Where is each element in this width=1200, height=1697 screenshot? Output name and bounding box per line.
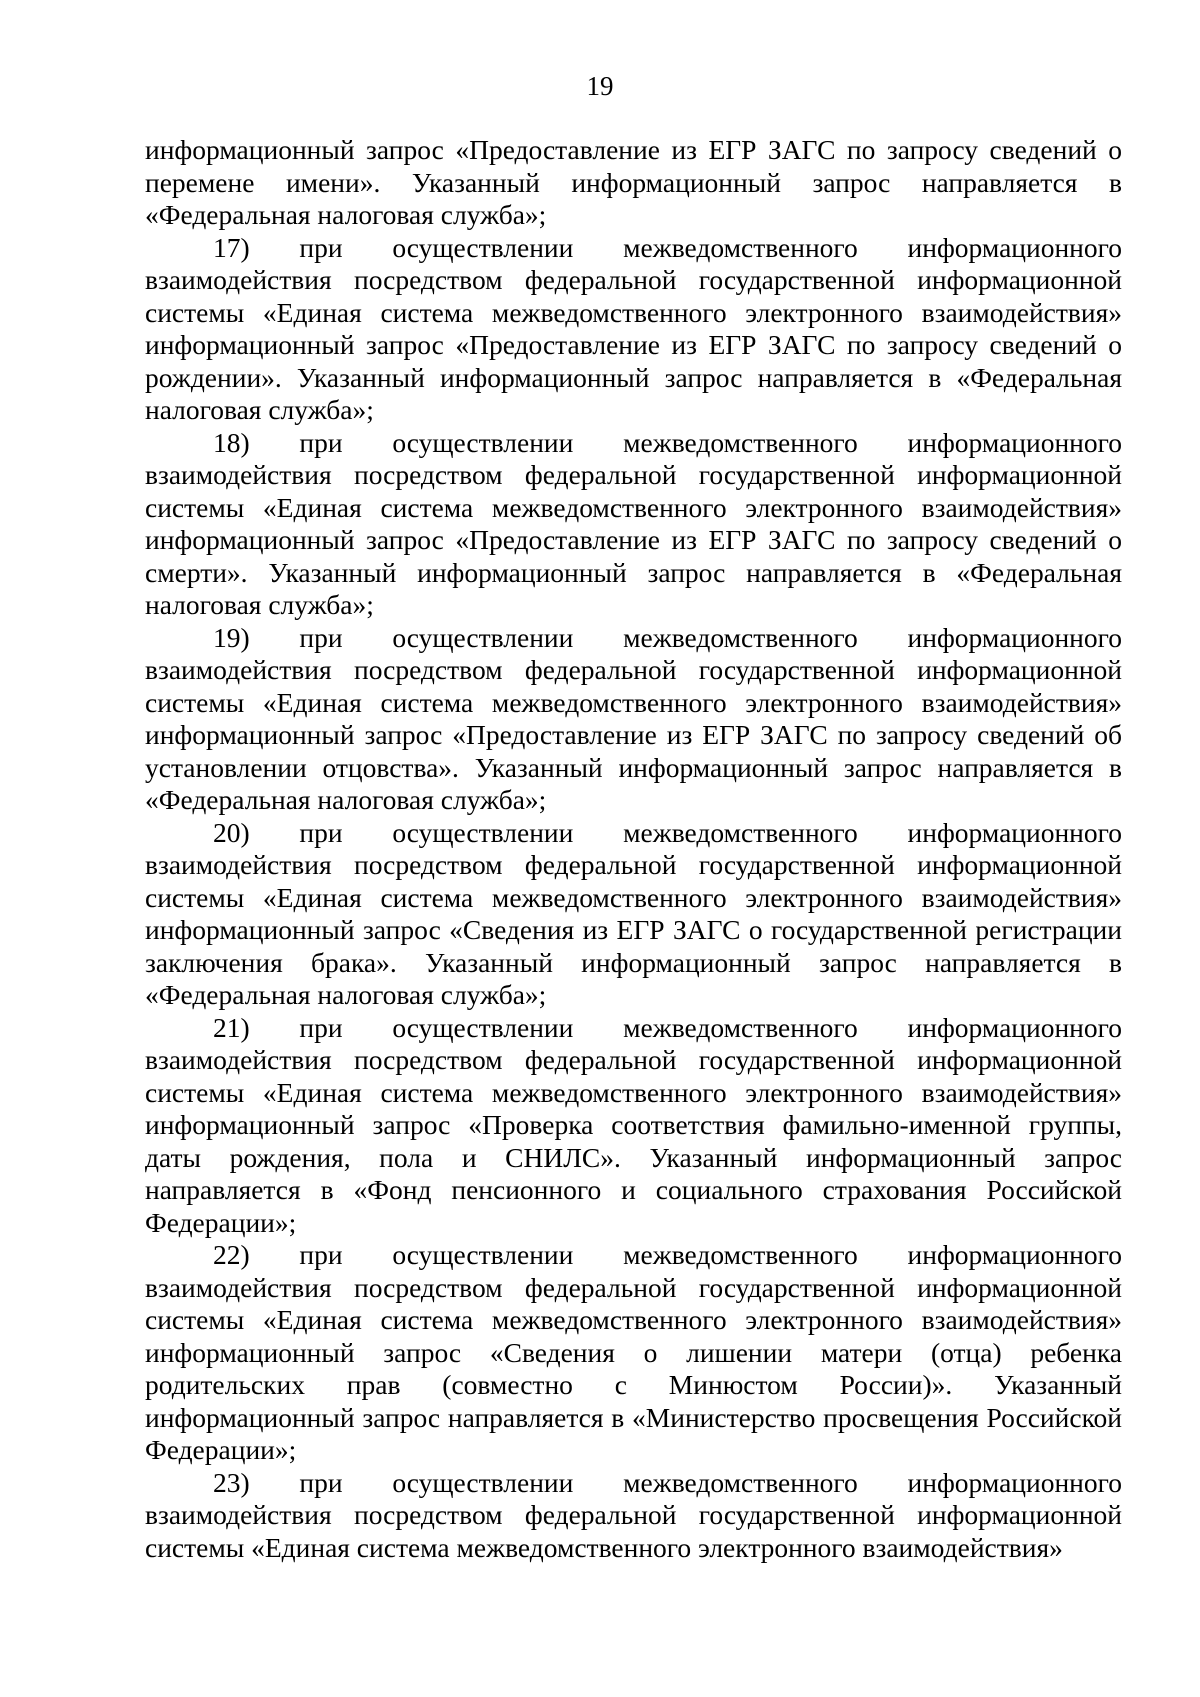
paragraph-text: при осуществлении межведомственного информационного взаимодействия посредством федеральной государственной информационной системы «Единая система межведомственного электронного взаимодействия» информационный запрос «Сведения о лишении матери (отца) ребенка родительских прав (совместно с Минюстом России)». Указанный информационный запрос направляется в «Министерство просвещения Российской Федерации»; [145, 1239, 1122, 1465]
list-item-number: 17) [213, 231, 250, 263]
list-item-18 [145, 427, 1122, 622]
list-item-19 [145, 622, 1122, 817]
paragraph-continuation [145, 134, 1122, 232]
list-item-number: 20) [213, 816, 250, 848]
list-item-number: 19) [213, 621, 250, 653]
list-item-number: 22) [213, 1239, 250, 1270]
list-item-number: 23) [213, 1466, 250, 1498]
paragraph-text: при осуществлении межведомственного информационного взаимодействия посредством федеральной государственной информационной системы «Единая система межведомственного электронного взаимодействия» информационный запрос «Сведения из ЕГР ЗАГС о государственной регистрации заключения брака». Указанный информационный запрос направляется в «Федеральная налоговая служба»; [145, 816, 1122, 1010]
list-item-number: 21) [213, 1011, 250, 1043]
list-item-22 [145, 1239, 1122, 1467]
paragraph-text: при осуществлении межведомственного информационного взаимодействия посредством федеральной государственной информационной системы «Единая система межведомственного электронного взаимодействия» [145, 1466, 1122, 1563]
list-item-23 [145, 1467, 1122, 1565]
page-number: 19 [586, 71, 614, 101]
document-body [145, 134, 1122, 1564]
list-item-20 [145, 817, 1122, 1012]
paragraph-text: при осуществлении межведомственного информационного взаимодействия посредством федеральной государственной информационной системы «Единая система межведомственного электронного взаимодействия» информационный запрос «Предоставление из ЕГР ЗАГС по запросу сведений о рождении». Указанный информационный запрос направляется в «Федеральная налоговая служба»; [145, 231, 1122, 425]
list-item-number: 18) [213, 426, 250, 458]
paragraph-text: информационный запрос «Предоставление из ЕГР ЗАГС по запросу сведений о перемене имени». Указанный информационный запрос направляется в «Федеральная налоговая служба»; [145, 134, 1122, 230]
paragraph-text: при осуществлении межведомственного информационного взаимодействия посредством федеральной государственной информационной системы «Единая система межведомственного электронного взаимодействия» информационный запрос «Проверка соответствия фамильно-именной группы, даты рождения, пола и СНИЛС». Указанный информационный запрос направляется в «Фонд пенсионного и социального страхования Российской Федерации»; [145, 1011, 1122, 1238]
list-item-17 [145, 232, 1122, 427]
paragraph-text: при осуществлении межведомственного информационного взаимодействия посредством федеральной государственной информационной системы «Единая система межведомственного электронного взаимодействия» информационный запрос «Предоставление из ЕГР ЗАГС по запросу сведений об установлении отцовства». Указанный информационный запрос направляется в «Федеральная налоговая служба»; [145, 621, 1122, 815]
list-item-21 [145, 1012, 1122, 1240]
paragraph-text: при осуществлении межведомственного информационного взаимодействия посредством федеральной государственной информационной системы «Единая система межведомственного электронного взаимодействия» информационный запрос «Предоставление из ЕГР ЗАГС по запросу сведений о смерти». Указанный информационный запрос направляется в «Федеральная налоговая служба»; [145, 426, 1122, 620]
